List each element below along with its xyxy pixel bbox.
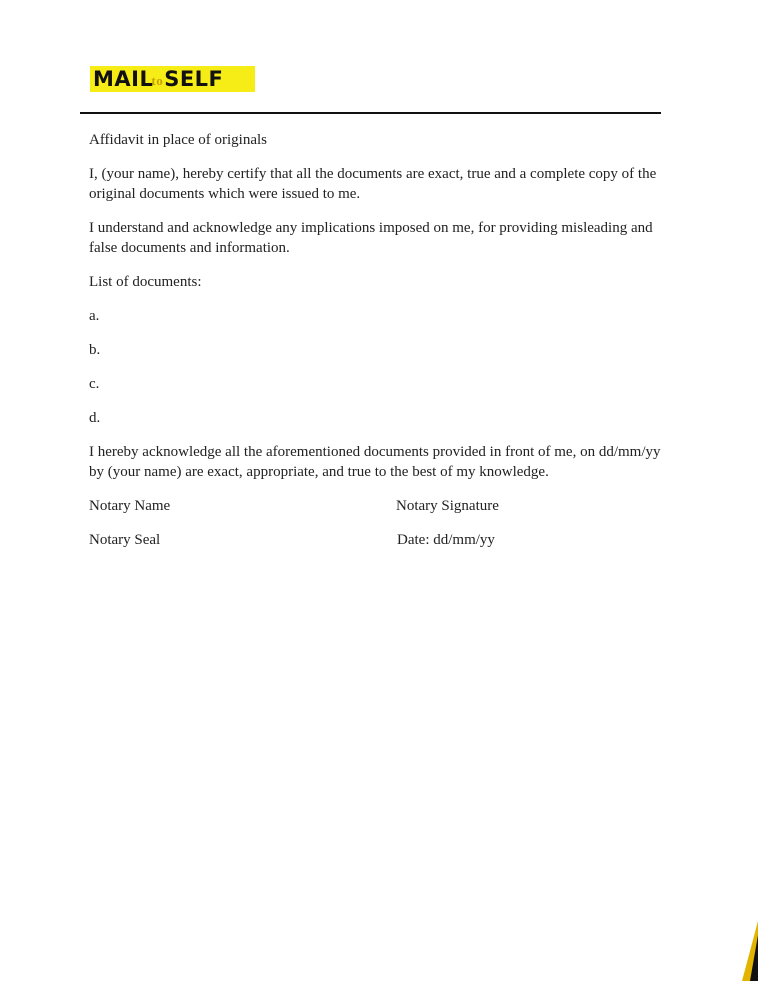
notary-signature-label: Notary Signature bbox=[396, 498, 499, 514]
logo-text-self: SELF bbox=[164, 67, 224, 91]
list-item-b: b. bbox=[89, 342, 101, 358]
list-item-c: c. bbox=[89, 376, 100, 392]
mailtoself-logo bbox=[90, 66, 255, 92]
acknowledgement-paragraph: I understand and acknowledge any implications imposed on me, for providing misleading and false documents and information. bbox=[89, 220, 653, 256]
list-item-d: d. bbox=[89, 410, 101, 426]
notary-name-label: Notary Name bbox=[89, 498, 171, 514]
certification-paragraph: I, (your name), hereby certify that all the documents are exact, true and a complete copy of the original documents which were issued to me. bbox=[89, 166, 657, 202]
notary-row-1 bbox=[89, 496, 669, 516]
date-label: Date: dd/mm/yy bbox=[397, 532, 495, 548]
corner-decoration-icon bbox=[738, 921, 758, 981]
notary-row-2 bbox=[89, 530, 669, 550]
list-heading: List of documents: bbox=[89, 274, 202, 290]
logo-text-to: to bbox=[151, 73, 164, 88]
document-title: Affidavit in place of originals bbox=[89, 132, 268, 148]
document-body bbox=[89, 130, 669, 564]
logo-text-mail: MAIL bbox=[93, 67, 154, 91]
final-acknowledgement-paragraph: I hereby acknowledge all the aforementioned documents provided in front of me, on dd/mm/yy by (your name) are exact, appropriate, and true to the best of my knowledge. bbox=[89, 444, 661, 480]
notary-seal-label: Notary Seal bbox=[89, 532, 161, 548]
header-divider bbox=[80, 112, 661, 114]
list-item-a: a. bbox=[89, 308, 100, 324]
